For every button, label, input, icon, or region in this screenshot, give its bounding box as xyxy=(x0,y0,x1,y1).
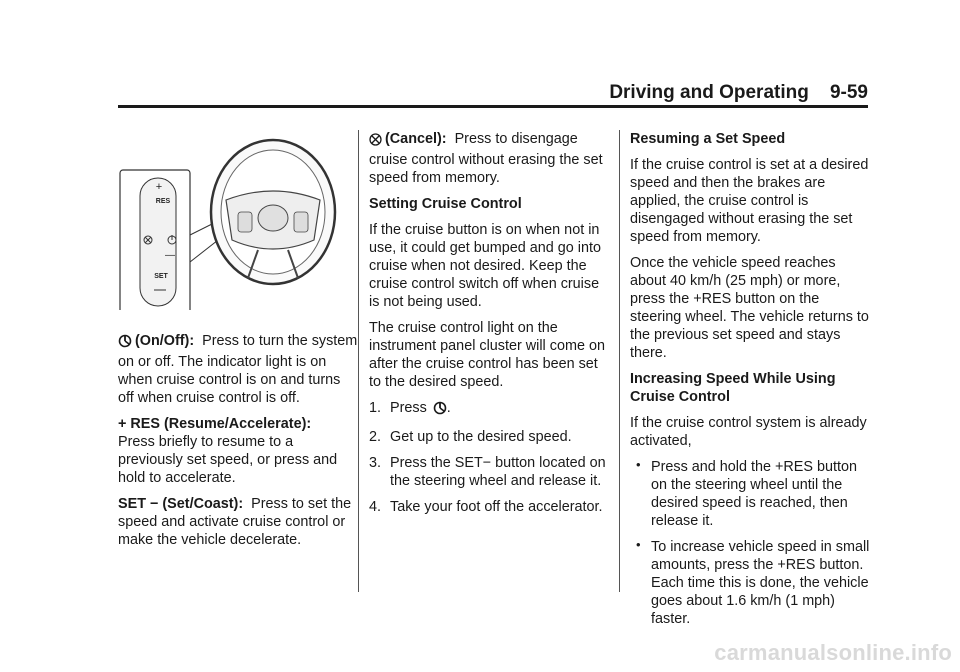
step-2 xyxy=(369,428,609,446)
step-3-num: 3. xyxy=(369,455,382,471)
plus-label: + xyxy=(155,181,163,193)
resuming-p1: If the cruise control is set at a desired speed and then the brakes are applied, the cruise control is disengaged without erasing the set speed from memory. xyxy=(630,157,869,245)
set-label: SET xyxy=(154,273,168,280)
bullet-icon: • xyxy=(636,537,641,552)
cancel-icon xyxy=(369,133,382,151)
step-4-num: 4. xyxy=(369,499,382,515)
on-off-label: (On/Off): xyxy=(135,333,195,349)
increasing-p1: If the cruise control system is already activated, xyxy=(630,415,867,449)
header-title xyxy=(609,82,868,104)
step-1-num: 1. xyxy=(369,400,382,416)
step-1 xyxy=(369,399,609,420)
resume-text: Press briefly to resume to a previously set speed, or press and hold to accelerate. xyxy=(118,434,338,486)
header-rule xyxy=(118,105,868,108)
step-4-text: Take your foot off the accelerator. xyxy=(390,499,603,515)
cruise-on-off-icon xyxy=(433,401,447,420)
step-4 xyxy=(369,498,609,516)
bullet-text: Press and hold the +RES button on the steering wheel until the desired speed is reached, then release it. xyxy=(651,459,858,529)
minus-label: — xyxy=(165,250,175,261)
column-2 xyxy=(369,130,609,524)
setting-cruise-p2: The cruise control light on the instrument panel cluster will come on after the cruise control has been set to the desired speed. xyxy=(369,320,605,390)
cruise-on-off-icon xyxy=(118,334,132,353)
bullet-text: To increase vehicle speed in small amounts, press the +RES button. Each time this is done, the vehicle goes about 1.6 km/h (1 mph) faster. xyxy=(651,539,870,627)
resume-paragraph xyxy=(118,415,358,487)
step-3 xyxy=(369,454,609,490)
steering-wheel-illustration xyxy=(118,130,358,310)
bullet-icon: • xyxy=(636,457,641,472)
column-3 xyxy=(630,130,870,636)
set-text: Press to set the speed and activate cruise control or make the vehicle decelerate. xyxy=(118,496,352,548)
cancel-paragraph xyxy=(369,130,609,187)
column-1 xyxy=(118,130,358,557)
column-divider-2 xyxy=(619,130,620,592)
column-divider-1 xyxy=(358,130,359,592)
increasing-heading: Increasing Speed While Using Cruise Control xyxy=(630,371,836,405)
set-label-text: SET − (Set/Coast): xyxy=(118,496,244,512)
res-label: RES xyxy=(155,198,171,205)
step-2-text: Get up to the desired speed. xyxy=(390,429,572,445)
setting-cruise-p1: If the cruise button is on when not in use, it could get bumped and go into cruise when not desired. Keep the cruise control switch off when cruise is not being used. xyxy=(369,222,602,310)
header-section: Driving and Operating xyxy=(609,82,809,103)
step-1-text: Press xyxy=(390,400,427,416)
on-off-paragraph xyxy=(118,332,358,407)
header-page-number: 9-59 xyxy=(829,82,868,103)
resume-label: + RES (Resume/Accelerate): xyxy=(118,416,312,432)
resuming-p2: Once the vehicle speed reaches about 40 km/h (25 mph) or more, press the +RES button on the steering wheel. The vehicle returns to the previous set speed and stays there. xyxy=(630,255,869,361)
watermark: carmanualsonline.info xyxy=(714,640,952,665)
setting-cruise-heading: Setting Cruise Control xyxy=(369,196,522,212)
steering-wheel-figure xyxy=(118,130,358,310)
on-off-text: Press to turn the system on or off. The indicator light is on when cruise control is on and turns off when cruise control is off. xyxy=(118,333,358,406)
cancel-text: Press to disengage cruise control without erasing the set speed from memory. xyxy=(369,131,603,186)
resuming-heading: Resuming a Set Speed xyxy=(630,131,786,147)
page-header xyxy=(118,80,868,106)
step-1-end: . xyxy=(446,400,451,416)
set-paragraph xyxy=(118,495,358,549)
step-3-text: Press the SET− button located on the steering wheel and release it. xyxy=(390,455,606,489)
bullet-item xyxy=(630,538,870,628)
cancel-label: (Cancel): xyxy=(385,131,447,147)
bullet-item xyxy=(630,458,870,530)
step-2-num: 2. xyxy=(369,429,382,445)
